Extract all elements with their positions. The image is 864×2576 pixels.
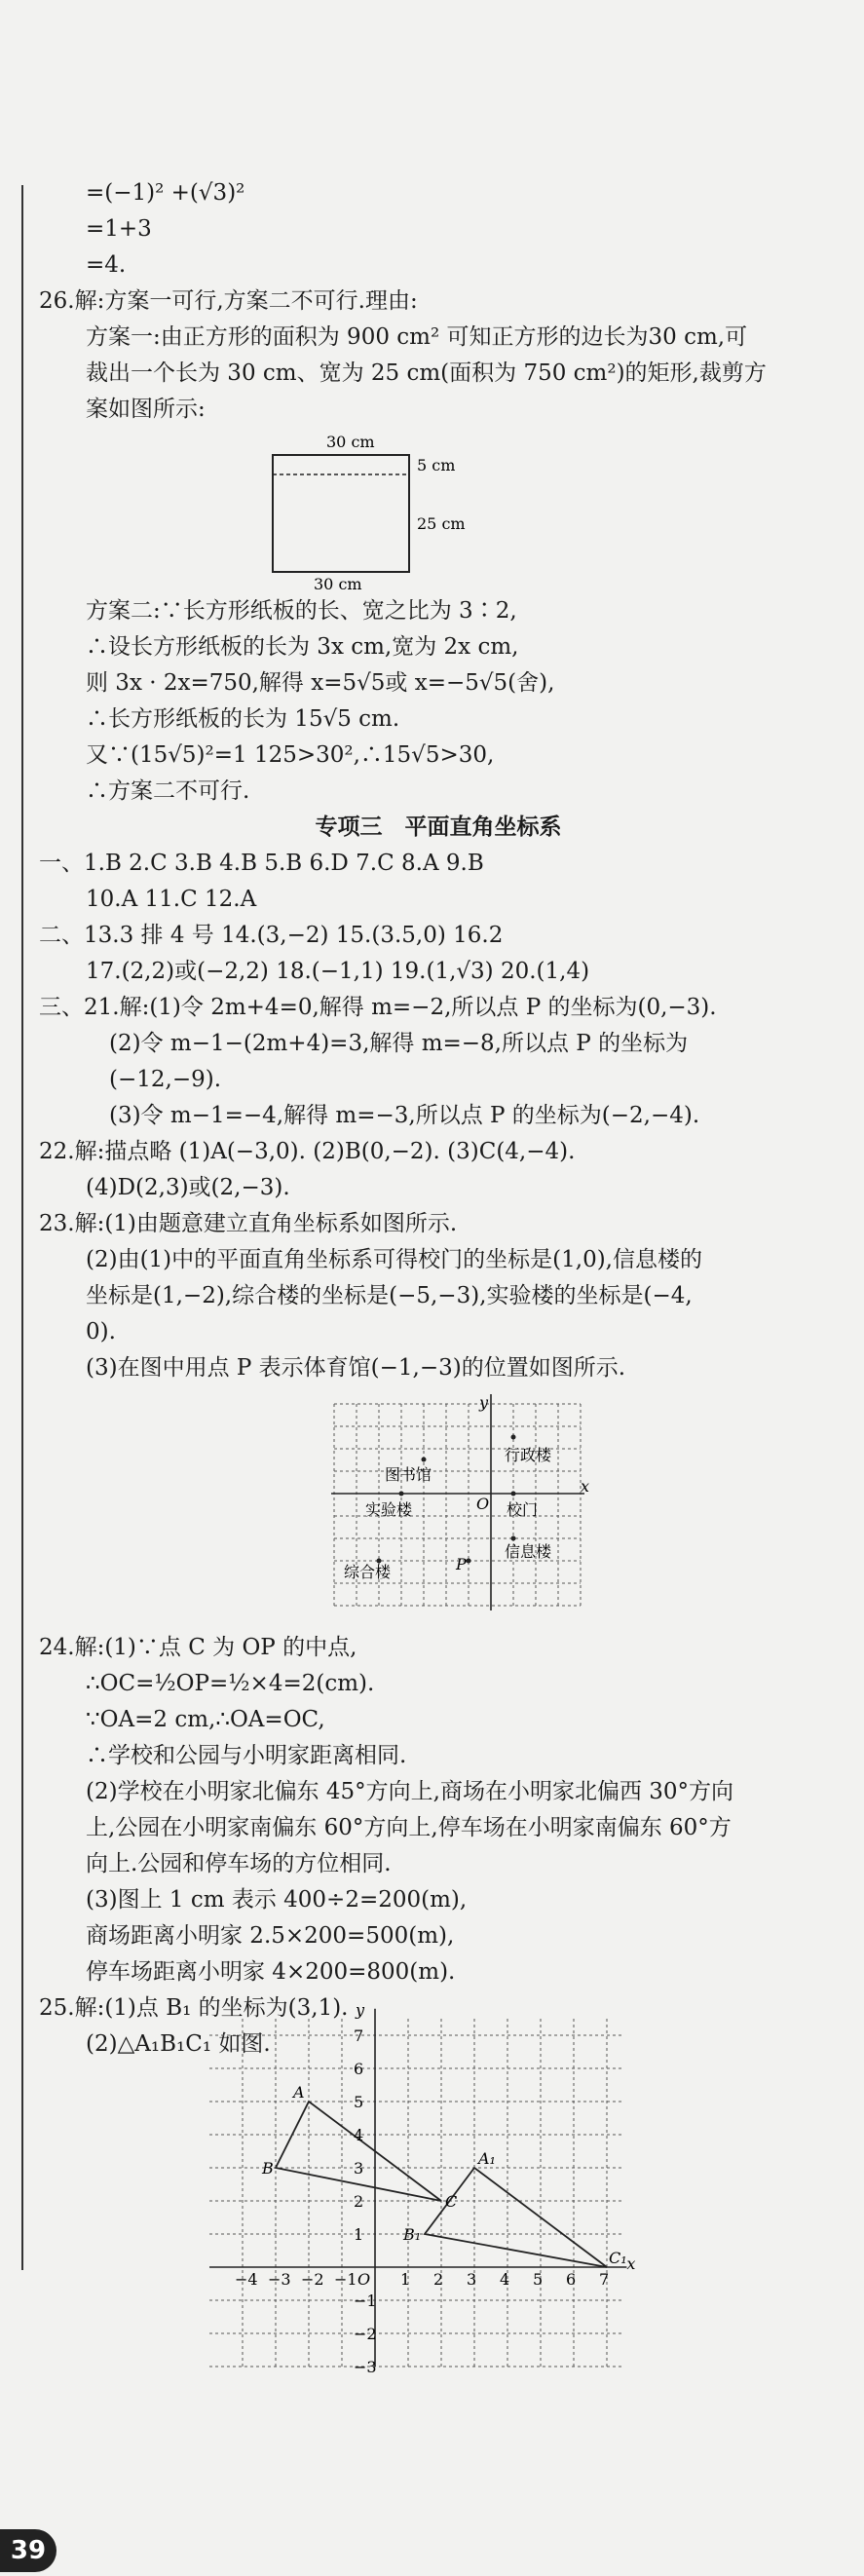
x-tick-label: −4	[235, 2270, 258, 2289]
fig-r1-label: 5 cm	[417, 456, 456, 474]
point-a1-label: A₁	[478, 2149, 496, 2168]
map-label-xingzheng: 行政楼	[505, 1446, 552, 1464]
answer-row: 一、1.B 2.C 3.B 4.B 5.B 6.D 7.C 8.A 9.B	[39, 851, 484, 876]
q24-line: 上,公园在小明家南偏东 60°方向上,停车场在小明家南偏东 60°方	[86, 1815, 732, 1840]
page-number: 39	[0, 2529, 56, 2572]
y-tick-label: −1	[354, 2292, 377, 2310]
x-tick-label: 7	[599, 2270, 610, 2289]
x-tick-label: −2	[301, 2270, 324, 2289]
x-tick-label: −1	[334, 2270, 357, 2289]
q21-line: (2)令 m−1−(2m+4)=3,解得 m=−8,所以点 P 的坐标为	[109, 1031, 689, 1056]
q26-head: 26.解:方案一可行,方案二不可行.理由:	[39, 288, 418, 314]
y-tick-label: 3	[354, 2159, 364, 2178]
origin-label: O	[357, 2270, 371, 2289]
x-tick-label: 4	[500, 2270, 510, 2289]
square-outline	[273, 455, 409, 572]
calc-line: =1+3	[86, 216, 152, 242]
q24-line: 停车场距离小明家 4×200=800(m).	[86, 1959, 456, 1985]
x-axis-label: x	[626, 2254, 636, 2273]
map-point	[511, 1492, 516, 1496]
q23-line: 23.解:(1)由题意建立直角坐标系如图所示.	[39, 1211, 458, 1236]
q26-line: ∴设长方形纸板的长为 3x cm,宽为 2x cm,	[86, 634, 519, 660]
q25-line: (2)△A₁B₁C₁ 如图.	[86, 2031, 271, 2057]
y-tick-label: 7	[354, 2027, 364, 2045]
x-tick-label: 2	[433, 2270, 444, 2289]
q22-line: 22.解:描点略 (1)A(−3,0). (2)B(0,−2). (3)C(4,−4).	[39, 1139, 576, 1164]
q24-line: 24.解:(1)∵点 C 为 OP 的中点,	[39, 1635, 357, 1660]
map-origin-label: O	[476, 1495, 490, 1513]
q26-line: 又∵(15√5)²=1 125>30²,∴15√5>30,	[86, 742, 495, 768]
map-point	[399, 1492, 404, 1496]
x-tick-label: 3	[467, 2270, 477, 2289]
x-tick-label: 1	[400, 2270, 411, 2289]
q24-line: ∵OA=2 cm,∴OA=OC,	[86, 1707, 325, 1732]
q26-line: 则 3x · 2x=750,解得 x=5√5或 x=−5√5(舍),	[86, 670, 555, 696]
q24-line: ∴OC=½OP=½×4=2(cm).	[86, 1671, 375, 1696]
q23-line: (3)在图中用点 P 表示体育馆(−1,−3)的位置如图所示.	[86, 1355, 626, 1381]
section-title: 专项三 平面直角坐标系	[315, 814, 562, 840]
map-point	[511, 1435, 516, 1440]
q26-line: 案如图所示:	[86, 397, 206, 422]
map-point	[377, 1559, 382, 1564]
q23-line: 0).	[86, 1319, 116, 1345]
y-axis-label: y	[356, 2000, 365, 2020]
fig-top-label: 30 cm	[326, 433, 375, 451]
map-label-xiaomen: 校门	[507, 1500, 539, 1519]
q23-line: (2)由(1)中的平面直角坐标系可得校门的坐标是(1,0),信息楼的	[86, 1247, 702, 1272]
point-b-label: B	[262, 2159, 274, 2178]
map-label-p: P	[456, 1555, 467, 1573]
q24-line: 向上.公园和停车场的方位相同.	[86, 1851, 392, 1876]
y-tick-label: 4	[354, 2126, 364, 2144]
y-tick-label: −2	[354, 2325, 377, 2343]
q26-line: 裁出一个长为 30 cm、宽为 25 cm(面积为 750 cm²)的矩形,裁剪方	[86, 360, 767, 386]
point-b1-label: B₁	[403, 2225, 422, 2244]
y-tick-label: 5	[354, 2093, 364, 2111]
campus-map-figure	[39, 1386, 838, 1630]
q25-line: 25.解:(1)点 B₁ 的坐标为(3,1).	[39, 1995, 349, 2021]
triangle-a1b1c1	[425, 2168, 607, 2267]
q24-line: (3)图上 1 cm 表示 400÷2=200(m),	[86, 1887, 468, 1913]
point-c-label: C	[445, 2192, 458, 2211]
calc-line: =(−1)² +(√3)²	[86, 180, 245, 206]
answer-row: 10.A 11.C 12.A	[86, 887, 257, 912]
q26-line: 方案一:由正方形的面积为 900 cm² 可知正方形的边长为30 cm,可	[86, 324, 748, 350]
map-point	[467, 1559, 471, 1564]
q26-line: 方案二:∵长方形纸板的长、宽之比为 3∶2,	[86, 598, 517, 624]
y-tick-label: 2	[354, 2192, 364, 2211]
q24-line: ∴学校和公园与小明家距离相同.	[86, 1743, 407, 1768]
square-cut-figure	[39, 428, 838, 593]
calc-line: =4.	[86, 252, 127, 278]
x-tick-label: −3	[268, 2270, 291, 2289]
map-x-label: x	[581, 1477, 590, 1496]
answer-row: 17.(2,2)或(−2,2) 18.(−1,1) 19.(1,√3) 20.(1,4)	[86, 959, 590, 984]
fig-r2-label: 25 cm	[417, 514, 466, 533]
answer-content	[39, 175, 838, 2376]
y-tick-label: 1	[354, 2225, 364, 2244]
q21-line: 三、21.解:(1)令 2m+4=0,解得 m=−2,所以点 P 的坐标为(0,−3).	[39, 995, 717, 1020]
fig-bottom-label: 30 cm	[314, 575, 362, 593]
q22-line: (4)D(2,3)或(2,−3).	[86, 1175, 290, 1200]
triangle-abc	[276, 2102, 441, 2201]
map-y-label: y	[479, 1393, 489, 1412]
q21-line: (3)令 m−1=−4,解得 m=−3,所以点 P 的坐标为(−2,−4).	[109, 1103, 700, 1128]
margin-rule	[21, 185, 23, 2270]
x-tick-label: 6	[566, 2270, 577, 2289]
y-tick-label: 6	[354, 2060, 364, 2078]
map-label-xinxi: 信息楼	[505, 1542, 552, 1561]
point-c1-label: C₁	[609, 2249, 627, 2267]
q26-line: ∴方案二不可行.	[86, 778, 250, 804]
map-label-shiyan: 实验楼	[365, 1500, 413, 1519]
q24-line: 商场距离小明家 2.5×200=500(m),	[86, 1923, 455, 1949]
y-tick-label: −3	[354, 2358, 377, 2376]
map-point	[511, 1536, 516, 1541]
map-point	[422, 1458, 427, 1462]
q24-line: (2)学校在小明家北偏东 45°方向上,商场在小明家北偏西 30°方向	[86, 1779, 734, 1804]
answer-row: 二、13.3 排 4 号 14.(3,−2) 15.(3.5,0) 16.2	[39, 923, 504, 948]
q23-line: 坐标是(1,−2),综合楼的坐标是(−5,−3),实验楼的坐标是(−4,	[86, 1283, 693, 1308]
map-label-tushuguan: 图书馆	[385, 1465, 432, 1484]
q21-line: (−12,−9).	[109, 1067, 222, 1092]
map-label-zonghe: 综合楼	[344, 1563, 392, 1581]
point-a-label: A	[293, 2083, 305, 2102]
x-tick-label: 5	[533, 2270, 544, 2289]
q26-line: ∴长方形纸板的长为 15√5 cm.	[86, 706, 400, 732]
